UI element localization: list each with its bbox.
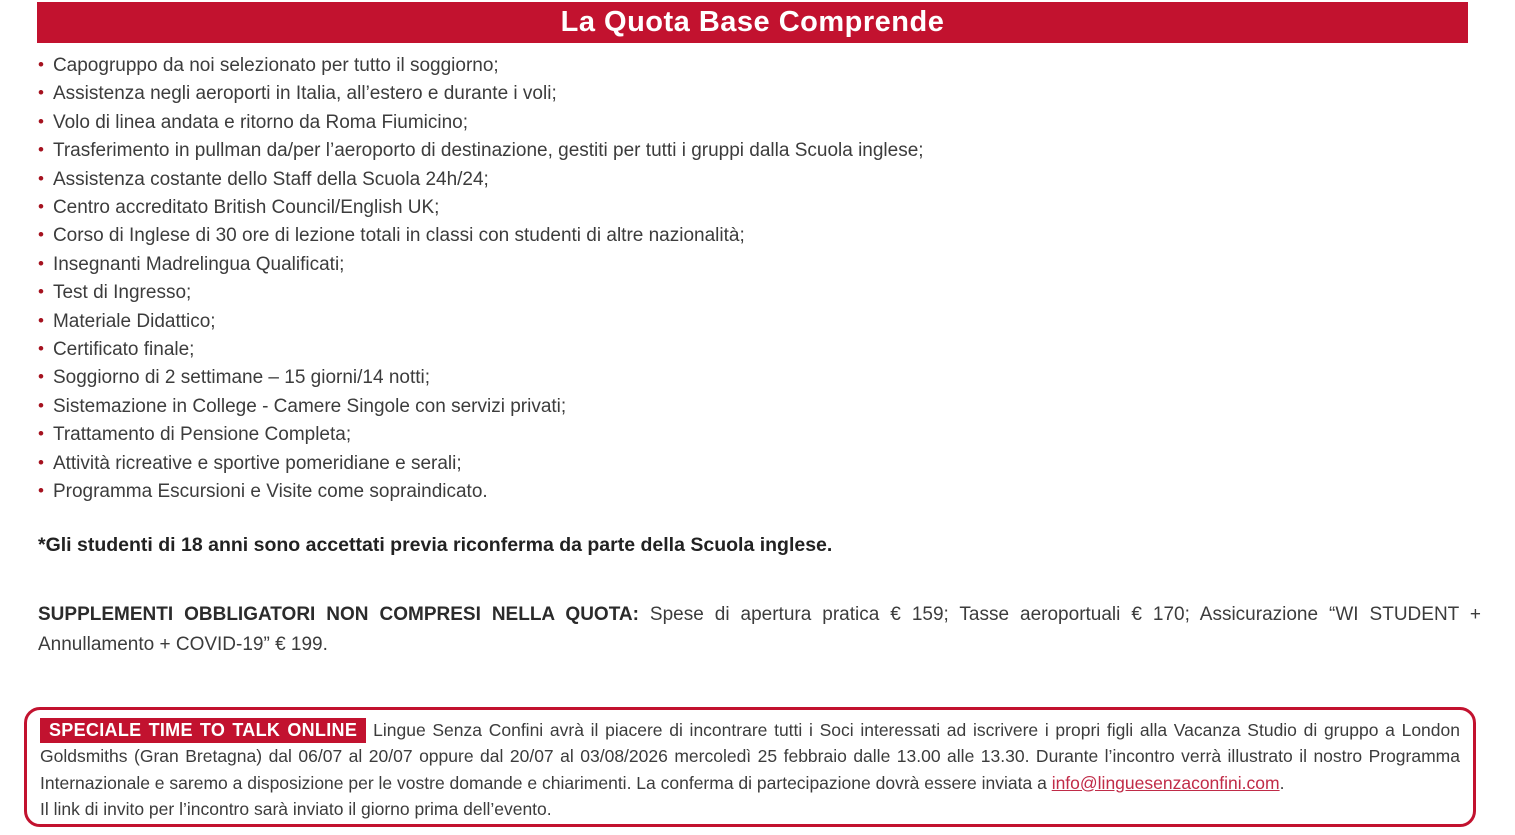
- list-item: [38, 450, 1478, 478]
- list-item: [38, 421, 1478, 449]
- promo-text: Lingue Senza Confini avrà il piacere di incontrare tutti i Soci interessati ad iscrivere i propri figli alla Vacanza Studio di gruppo a London Goldsmiths (Gran Bretagna) dal 06/07 al 20/07 oppure dal 20/07 al 03/08/2026 mercoledì 25 febbraio dalle 13.00 alle 13.30. Durante l’incontro verrà illustrato il nostro Programma Internazionale e saremo a disposizione per le vostre domande e chiarimenti. La conferma di partecipazione dovrà essere inviata a: [40, 720, 1460, 793]
- list-item: [38, 194, 1478, 222]
- list-item: [38, 251, 1478, 279]
- list-item-text: Trattamento di Pensione Completa;: [52, 424, 352, 446]
- bullet-marker: •: [38, 395, 44, 415]
- list-item-text: Materiale Didattico;: [52, 310, 216, 332]
- list-item-text: Soggiorno di 2 settimane – 15 giorni/14 notti;: [52, 367, 431, 389]
- list-item-text: Assistenza negli aeroporti in Italia, all’estero e durante i voli;: [52, 83, 557, 105]
- bullet-marker: •: [38, 367, 44, 387]
- list-item: [38, 279, 1478, 307]
- supplements-text: Spese di apertura pratica € 159; Tasse aeroportuali € 170; Assicurazione “WI STUDENT + Annullamento + COVID-19” € 199.: [38, 604, 1481, 655]
- section-header: [37, 2, 1468, 43]
- list-item: [38, 137, 1478, 165]
- list-item: [38, 222, 1478, 250]
- list-item: [38, 166, 1478, 194]
- bullet-marker: •: [38, 282, 44, 302]
- list-item-text: Volo di linea andata e ritorno da Roma Fiumicino;: [52, 111, 469, 133]
- promo-text-end: .: [1279, 772, 1285, 793]
- bullet-marker: •: [38, 225, 44, 245]
- bullet-marker: •: [38, 168, 44, 188]
- bullet-marker: •: [38, 339, 44, 359]
- list-item: [38, 308, 1478, 336]
- promo-badge: SPECIALE TIME TO TALK ONLINE: [40, 718, 366, 743]
- bullet-marker: •: [38, 310, 44, 330]
- bullet-marker: •: [38, 197, 44, 217]
- promo-paragraph: [40, 717, 1460, 796]
- list-item-text: Certificato finale;: [52, 339, 195, 361]
- list-item: [38, 80, 1478, 108]
- promo-last-line: Il link di invito per l’incontro sarà inviato il giorno prima dell’evento.: [40, 798, 552, 819]
- email-link[interactable]: info@linguesenzaconfini.com: [1051, 772, 1280, 793]
- list-item-text: Programma Escursioni e Visite come sopraindicato.: [52, 481, 488, 503]
- supplements-paragraph: [38, 600, 1481, 659]
- list-item-text: Corso di Inglese di 30 ore di lezione totali in classi con studenti di altre nazionalità;: [52, 225, 745, 247]
- list-item: [38, 478, 1478, 506]
- bullet-marker: •: [38, 83, 44, 103]
- bullet-marker: •: [38, 452, 44, 472]
- list-item-text: Assistenza costante dello Staff della Scuola 24h/24;: [52, 168, 489, 190]
- list-item-text: Centro accreditato British Council/English UK;: [52, 197, 440, 219]
- list-item: [38, 109, 1478, 137]
- promo-box: [24, 707, 1476, 827]
- supplements-label: SUPPLEMENTI OBBLIGATORI NON COMPRESI NELLA QUOTA:: [38, 604, 639, 625]
- list-item-text: Trasferimento in pullman da/per l’aeroporto di destinazione, gestiti per tutti i gruppi dalla Scuola inglese;: [52, 140, 924, 162]
- bullet-marker: •: [38, 481, 44, 501]
- bullet-marker: •: [38, 140, 44, 160]
- list-item-text: Capogruppo da noi selezionato per tutto il soggiorno;: [52, 55, 499, 76]
- list-item: [38, 364, 1478, 392]
- list-item: [38, 393, 1478, 421]
- list-item: [38, 52, 1478, 80]
- bullet-marker: •: [38, 55, 44, 74]
- bullet-marker: •: [38, 424, 44, 444]
- list-item-text: Sistemazione in College - Camere Singole con servizi privati;: [52, 395, 567, 417]
- list-item-text: Insegnanti Madrelingua Qualificati;: [52, 253, 345, 275]
- list-item-text: Test di Ingresso;: [52, 282, 192, 304]
- list-item: [38, 336, 1478, 364]
- bullet-marker: •: [38, 111, 44, 131]
- included-list: [38, 52, 1478, 507]
- list-item-text: Attività ricreative e sportive pomeridiane e serali;: [52, 452, 462, 474]
- age-note: *Gli studenti di 18 anni sono accettati previa riconferma da parte della Scuola inglese.: [38, 534, 833, 556]
- bullet-marker: •: [38, 253, 44, 273]
- page-title: La Quota Base Comprende: [560, 6, 945, 38]
